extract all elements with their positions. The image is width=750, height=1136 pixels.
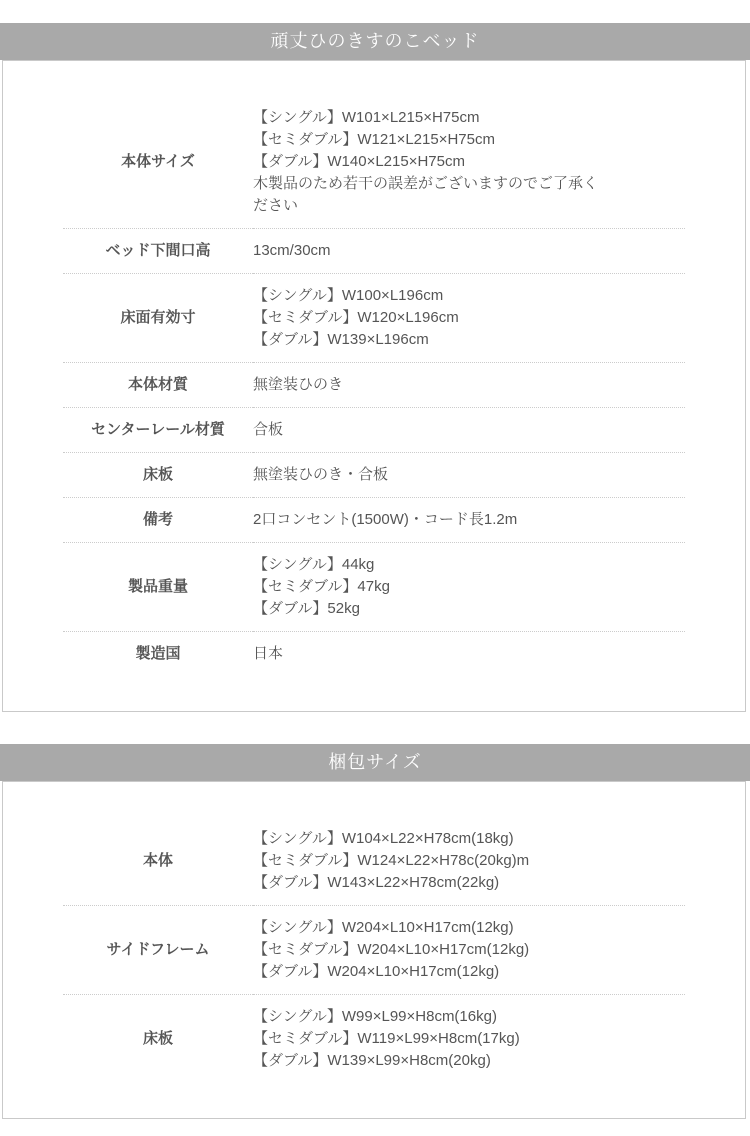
section-title: 梱包サイズ xyxy=(328,752,422,772)
spec-value-lines xyxy=(253,107,611,217)
table-row xyxy=(63,906,685,995)
spec-value-line: 【ダブル】W140×L215×H75cm xyxy=(253,153,465,170)
table-row xyxy=(63,363,685,408)
spec-value-lines xyxy=(253,917,611,983)
spec-value-line: 【シングル】W204×L10×H17cm(12kg) xyxy=(253,919,514,936)
spec-value-line: 【シングル】W100×L196cm xyxy=(253,287,444,304)
section-title-bar xyxy=(0,23,750,60)
spec-value-line: 【ダブル】52kg xyxy=(253,600,360,617)
table-row xyxy=(63,995,685,1084)
section-gap xyxy=(0,712,750,744)
spec-value-line: 合板 xyxy=(253,421,284,438)
spec-value-lines xyxy=(253,509,611,531)
spec-value-lines xyxy=(253,374,611,396)
spec-value-line: 【ダブル】W143×L22×H78cm(22kg) xyxy=(253,874,500,891)
spec-value-lines xyxy=(253,643,611,665)
spec-label: 本体 xyxy=(142,852,173,869)
spec-value xyxy=(253,363,685,408)
spec-value-line: 【セミダブル】W121×L215×H75cm xyxy=(253,131,495,148)
spec-label: 床板 xyxy=(142,1030,173,1047)
spec-value-line: 【セミダブル】W120×L196cm xyxy=(253,309,459,326)
spec-value-lines xyxy=(253,828,611,894)
spec-value-lines xyxy=(253,1006,611,1072)
spec-label: 備考 xyxy=(142,511,173,528)
spec-label: 本体材質 xyxy=(127,376,188,393)
spec-value-line: 木製品のため若干の誤差がございますのでご了承ください xyxy=(253,175,599,214)
spec-value-line: 【ダブル】W139×L196cm xyxy=(253,331,429,348)
spec-value xyxy=(253,274,685,363)
spec-label: センターレール材質 xyxy=(91,421,225,438)
spec-value-line: 【シングル】44kg xyxy=(253,556,375,573)
spec-value-line: 無塗装ひのき xyxy=(253,376,344,393)
spec-value-lines xyxy=(253,240,611,262)
table-row xyxy=(63,817,685,906)
spec-value-line: 【シングル】W104×L22×H78cm(18kg) xyxy=(253,830,514,847)
spec-label: サイドフレーム xyxy=(106,941,210,958)
spec-value-line: 【セミダブル】W124×L22×H78c(20kg)m xyxy=(253,852,530,869)
section-title: 頑丈ひのきすのこベッド xyxy=(270,31,480,51)
spec-value-line: 【ダブル】W204×L10×H17cm(12kg) xyxy=(253,963,500,980)
spec-value xyxy=(253,96,685,229)
table-row xyxy=(63,274,685,363)
spec-value-line: 【ダブル】W139×L99×H8cm(20kg) xyxy=(253,1052,491,1069)
table-row xyxy=(63,632,685,677)
spec-value xyxy=(253,408,685,453)
table-row xyxy=(63,408,685,453)
table-row xyxy=(63,543,685,632)
spec-value xyxy=(253,817,685,906)
section-title-bar xyxy=(0,744,750,781)
spec-value-line: 無塗装ひのき・合板 xyxy=(253,466,389,483)
spec-value-line: 【シングル】W99×L99×H8cm(16kg) xyxy=(253,1008,497,1025)
spec-value xyxy=(253,498,685,543)
section-main-spec xyxy=(0,23,750,712)
spec-value xyxy=(253,543,685,632)
spec-value xyxy=(253,229,685,274)
spec-value-line: 【セミダブル】W204×L10×H17cm(12kg) xyxy=(253,941,530,958)
spec-label: 床板 xyxy=(142,466,173,483)
spec-value xyxy=(253,632,685,677)
section-packing-size xyxy=(0,744,750,1119)
spec-value-line: 13cm/30cm xyxy=(253,242,331,259)
table-row xyxy=(63,96,685,229)
section-body xyxy=(2,60,746,712)
table-row xyxy=(63,498,685,543)
spec-value-line: 日本 xyxy=(253,645,284,662)
spec-value-lines xyxy=(253,285,611,351)
spec-label: 床面有効寸 xyxy=(120,309,196,326)
spec-value-line: 【セミダブル】W119×L99×H8cm(17kg) xyxy=(253,1030,520,1047)
packing-table xyxy=(63,817,685,1083)
spec-table xyxy=(63,96,685,676)
spec-label: 製造国 xyxy=(135,645,181,662)
spec-value xyxy=(253,453,685,498)
table-row xyxy=(63,453,685,498)
spec-value xyxy=(253,995,685,1084)
table-row xyxy=(63,229,685,274)
spec-value-line: 【シングル】W101×L215×H75cm xyxy=(253,109,480,126)
spec-value-line: 2口コンセント(1500W)・コード長1.2m xyxy=(253,511,518,528)
spec-value-line: 【セミダブル】47kg xyxy=(253,578,390,595)
spec-value-lines xyxy=(253,554,611,620)
section-body xyxy=(2,781,746,1119)
spec-value-lines xyxy=(253,419,611,441)
spec-label: ベッド下間口高 xyxy=(105,242,211,259)
spec-value-lines xyxy=(253,464,611,486)
spec-label: 本体サイズ xyxy=(121,153,195,170)
spec-label: 製品重量 xyxy=(127,578,188,595)
spec-value xyxy=(253,906,685,995)
